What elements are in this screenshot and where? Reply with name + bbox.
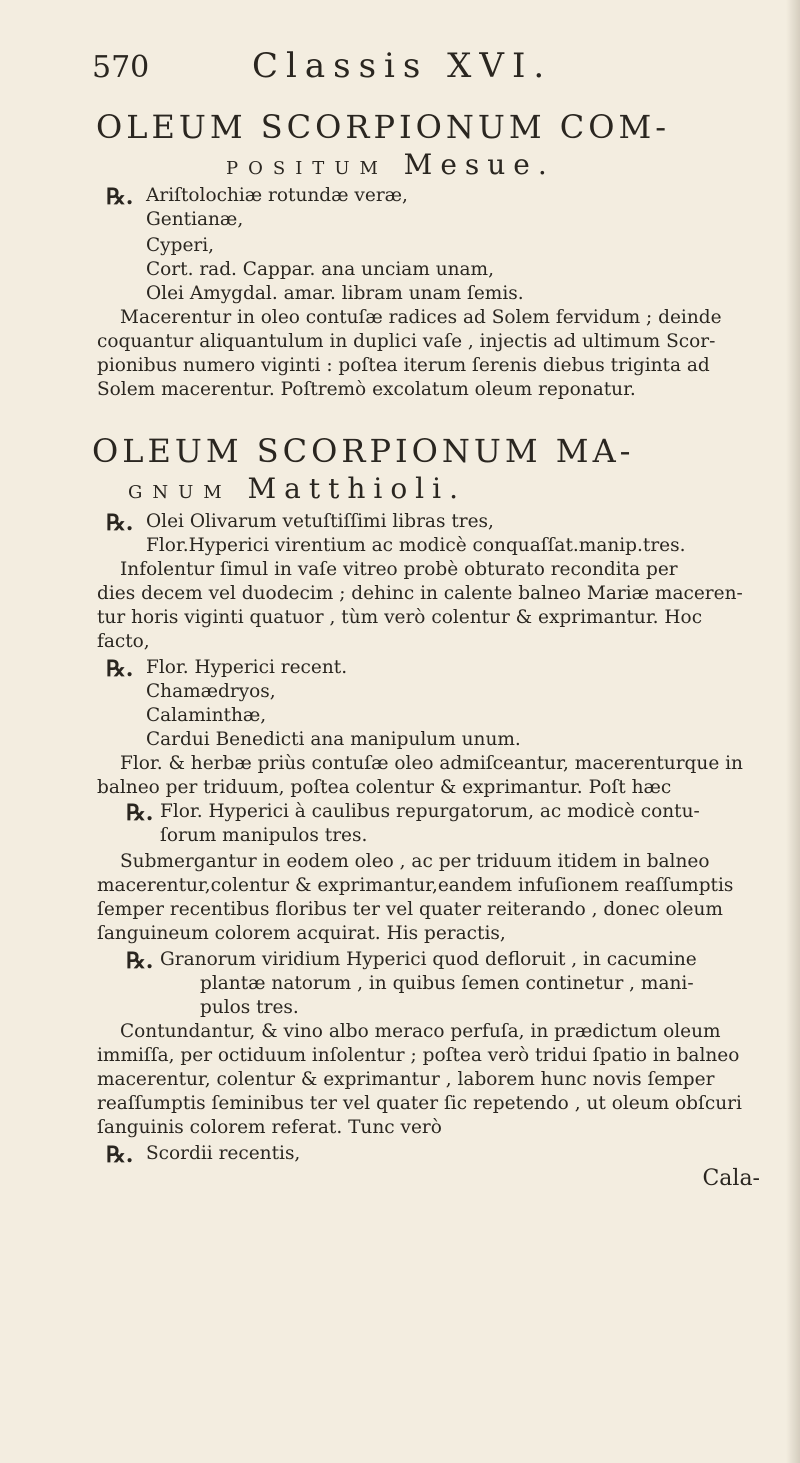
text-line: dies decem vel duodecim ; dehinc in calente balneo Mariæ maceren- xyxy=(97,583,743,604)
text-line: facto, xyxy=(97,631,150,652)
page-number: 570 xyxy=(92,50,150,85)
text-line: pulos tres. xyxy=(200,997,299,1018)
text-line: Olei Amygdal. amar. libram unam ſemis. xyxy=(146,283,524,304)
catchword: Cala- xyxy=(702,1166,760,1191)
text-line: Calaminthæ, xyxy=(146,705,267,726)
text-line: Flor.Hyperici virentium ac modicè conquaſſat.manip.tres. xyxy=(146,535,686,556)
text-line: Gentianæ, xyxy=(146,209,244,230)
section-2-subtitle-a: GNUM xyxy=(128,482,232,503)
recipe-symbol: ℞. xyxy=(106,184,134,210)
text-line: Contundantur, & vino albo meraco perfuſa, in prædictum oleum xyxy=(120,1021,721,1042)
text-line: Submergantur in eodem oleo , ac per triduum itidem in balneo xyxy=(120,851,710,872)
text-line: Flor. & herbæ priùs contuſæ oleo admiſceantur, macerenturque in xyxy=(120,753,743,774)
page-header xyxy=(92,46,732,86)
text-line: Cort. rad. Cappar. ana unciam unam, xyxy=(146,259,494,280)
recipe-symbol: ℞. xyxy=(106,656,134,682)
text-line: ſanguinis colorem referat. Tunc verò xyxy=(97,1117,442,1138)
page-edge-shadow xyxy=(786,0,800,1463)
text-line: ſorum manipulos tres. xyxy=(160,825,368,846)
section-2-title: OLEUM SCORPIONUM MA- xyxy=(92,432,635,470)
text-line: Ariſtolochiæ rotundæ veræ, xyxy=(146,185,408,206)
text-line: ſemper recentibus floribus ter vel quater reiterando , donec oleum xyxy=(97,899,723,920)
text-line: Flor. Hyperici à caulibus repurgatorum, ac modicè contu- xyxy=(160,801,700,822)
section-1-subtitle-a: POSITUM xyxy=(226,158,388,179)
text-line: Solem macerentur. Poſtremò excolatum oleum reponatur. xyxy=(97,379,636,400)
text-line: Chamædryos, xyxy=(146,681,276,702)
text-line: Granorum viridium Hyperici quod defloruit , in cacumine xyxy=(160,949,697,970)
section-1-subtitle-b: Mesue. xyxy=(403,148,555,181)
text-line: Flor. Hyperici recent. xyxy=(146,657,348,678)
recipe-symbol: ℞. xyxy=(106,510,134,536)
text-line: tur horis viginti quatuor , tùm verò colentur & exprimantur. Hoc xyxy=(97,607,703,628)
text-line: macerentur,colentur & exprimantur,eandem infuſionem reaſſumptis xyxy=(97,875,734,896)
text-line: Macerentur in oleo contuſæ radices ad Solem fervidum ; deinde xyxy=(120,307,722,328)
text-line: macerentur, colentur & exprimantur , laborem hunc novis ſemper xyxy=(97,1069,715,1090)
section-2-subtitle-b: Matthioli. xyxy=(247,472,466,505)
text-line: Olei Olivarum vetuſtiſſimi libras tres, xyxy=(146,511,494,532)
text-line: pionibus numero viginti : poſtea iterum ſerenis diebus triginta ad xyxy=(97,355,710,376)
text-line: balneo per triduum, poſtea colentur & exprimantur. Poſt hæc xyxy=(97,777,672,798)
section-2-subtitle xyxy=(128,472,466,505)
text-line: Scordii recentis, xyxy=(146,1143,301,1164)
text-line: plantæ natorum , in quibus ſemen continetur , mani- xyxy=(200,973,694,994)
recipe-symbol: ℞. xyxy=(106,1142,134,1168)
text-line: coquantur aliquantulum in duplici vaſe , injectis ad ultimum Scor- xyxy=(97,331,716,352)
text-line: Cardui Benedicti ana manipulum unum. xyxy=(146,729,521,750)
text-line: Cyperi, xyxy=(146,235,215,256)
recipe-symbol: ℞. xyxy=(126,948,154,974)
text-line: ſanguineum colorem acquirat. His peractis, xyxy=(97,923,506,944)
text-line: immiſſa, per octiduum inſolentur ; poſtea verò tridui ſpatio in balneo xyxy=(97,1045,740,1066)
recipe-symbol: ℞. xyxy=(126,800,154,826)
section-1-title: OLEUM SCORPIONUM COM- xyxy=(96,108,671,146)
section-1-subtitle xyxy=(226,148,555,181)
text-line: reaſſumptis ſeminibus ter vel quater ſic repetendo , ut oleum obſcuri xyxy=(97,1093,742,1114)
text-line: Infolentur ſimul in vaſe vitreo probè obturato recondita per xyxy=(120,559,678,580)
running-head: Classis XVI. xyxy=(252,46,553,86)
